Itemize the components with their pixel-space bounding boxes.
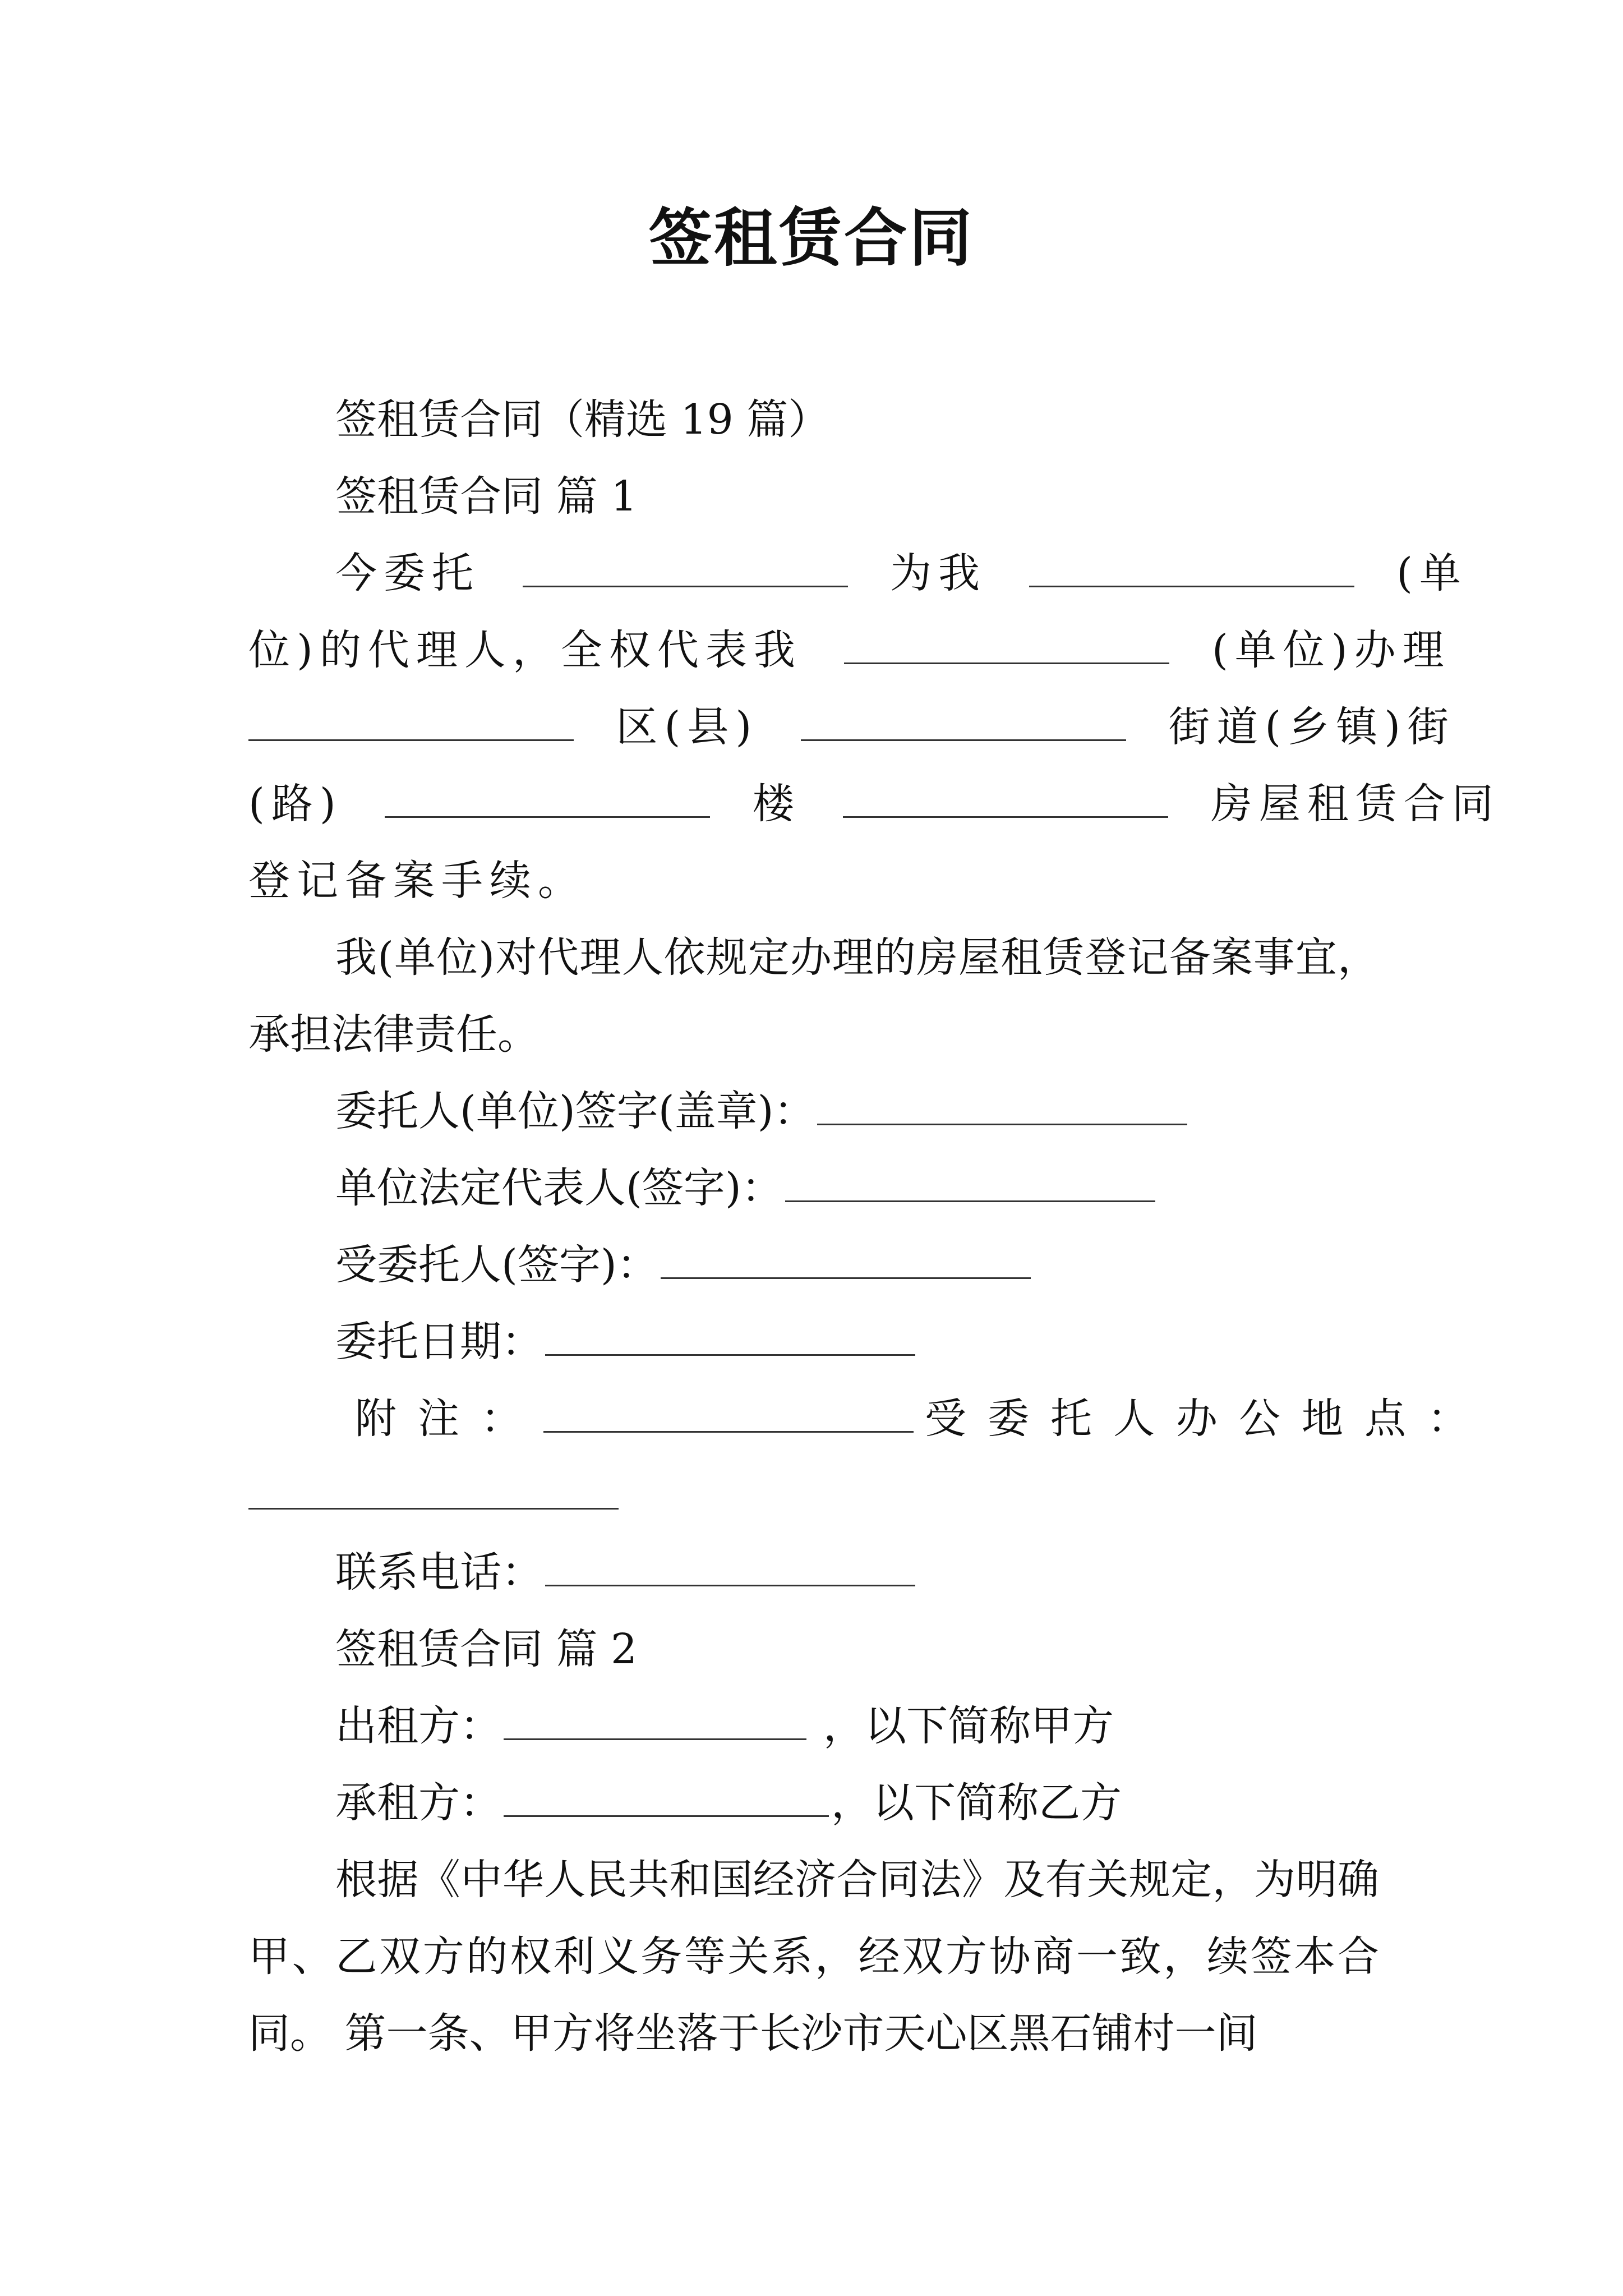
note-block: [248, 1381, 1490, 1534]
office-address-label: 受委托人办公地点：: [925, 1395, 1490, 1443]
blank-field[interactable]: [248, 703, 574, 741]
date-field[interactable]: [545, 1318, 915, 1356]
lessor-field[interactable]: [504, 1703, 806, 1740]
text-segment: 区(县): [616, 703, 759, 751]
date-label: 委托日期：: [335, 1318, 543, 1366]
signature-rep-field[interactable]: [785, 1165, 1155, 1202]
section-2-heading: 签租赁合同 篇 2: [335, 1625, 638, 1673]
text-segment: 房屋租赁合同: [1210, 780, 1500, 828]
text-segment: 街道(乡镇)街: [1168, 703, 1456, 751]
office-address-field[interactable]: [248, 1472, 619, 1510]
phone-label: 联系电话：: [335, 1548, 543, 1596]
signature-rep-line: [248, 1150, 1379, 1227]
blank-field[interactable]: [385, 780, 710, 818]
lessor-label: 出租方：: [335, 1702, 501, 1750]
signature-agent-line: [248, 1227, 1379, 1304]
signature-rep-label: 单位法定代表人(签字)：: [335, 1164, 783, 1212]
section-1-heading: 签租赁合同 篇 1: [335, 472, 638, 521]
note-field[interactable]: [543, 1395, 914, 1433]
date-line: [248, 1304, 1379, 1381]
text-segment: 登记备案手续。: [248, 857, 586, 905]
liability-paragraph: 我(单位)对代理人依规定办理的房屋租赁登记备案事宜，承担法律责任。: [248, 933, 1379, 1059]
text-segment: 为我: [890, 549, 987, 597]
text-segment: (单: [1396, 549, 1468, 597]
blank-field[interactable]: [801, 703, 1126, 741]
phone-line: [248, 1534, 1379, 1611]
phone-field[interactable]: [545, 1549, 915, 1586]
lessee-suffix: ，以下简称乙方: [831, 1779, 1122, 1827]
lessee-field[interactable]: [504, 1779, 829, 1817]
signature-agent-label: 受委托人(签字)：: [335, 1241, 658, 1289]
signature-client-line: [248, 1073, 1379, 1150]
authorization-paragraph: [248, 535, 1500, 919]
text-segment: 位)的代理人，全权代表我: [248, 626, 802, 674]
text-segment: (路): [248, 780, 343, 828]
document-body: [248, 381, 1500, 2072]
signature-agent-field[interactable]: [661, 1241, 1031, 1279]
lessor-line: [248, 1688, 1379, 1765]
text-segment: (单位)办理: [1211, 626, 1451, 674]
lessee-line: [248, 1765, 1379, 1842]
text-segment: 今委托: [335, 549, 480, 597]
signature-client-field[interactable]: [817, 1088, 1187, 1125]
blank-field[interactable]: [844, 627, 1169, 664]
blank-field[interactable]: [523, 550, 848, 587]
blank-field[interactable]: [843, 780, 1168, 818]
blank-field[interactable]: [1029, 550, 1354, 587]
lessee-label: 承租方：: [335, 1779, 501, 1827]
lessor-suffix: ，以下简称甲方: [823, 1702, 1114, 1750]
text-segment: 楼: [752, 780, 801, 828]
document-title: 签租赁合同: [649, 201, 974, 275]
note-label: 附注：: [355, 1395, 543, 1443]
signature-client-label: 委托人(单位)签字(盖章)：: [335, 1087, 815, 1135]
contract-body-paragraph: 根据《中华人民共和国经济合同法》及有关规定，为明确甲、乙双方的权利义务等关系，经双方协商一致，续签本合同。 第一条、甲方将坐落于长沙市天心区黑石铺村一间: [248, 1856, 1379, 2058]
document-subtitle: 签租赁合同（精选 19 篇）: [335, 395, 830, 444]
